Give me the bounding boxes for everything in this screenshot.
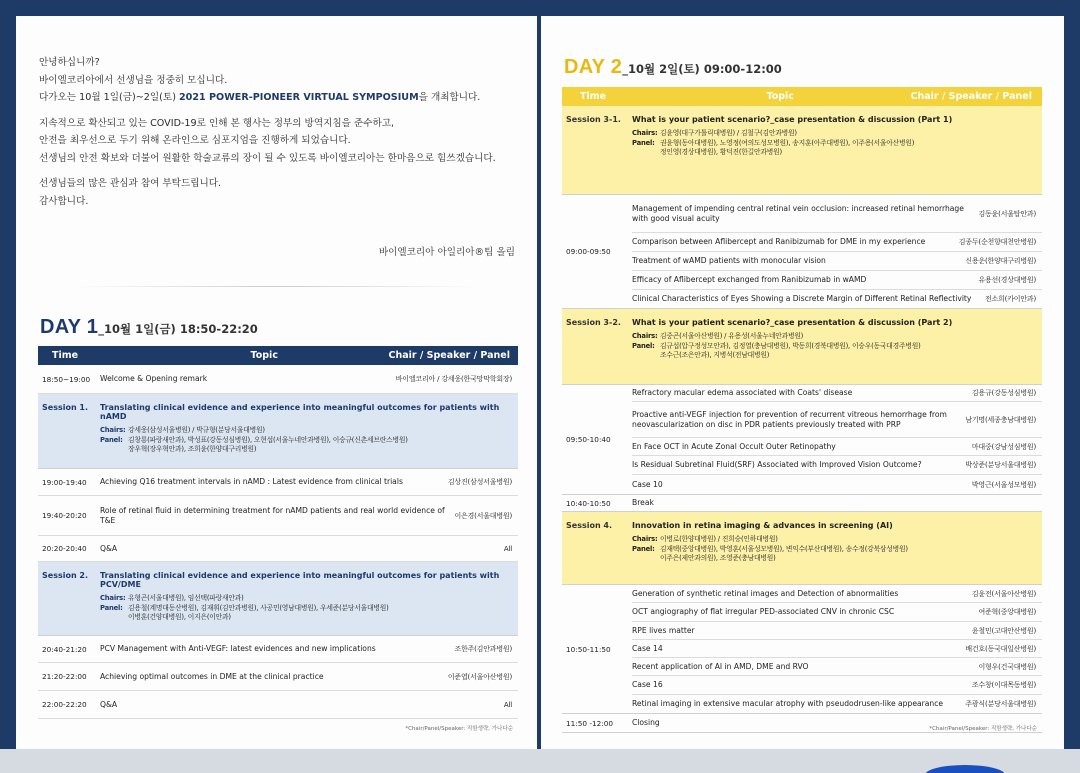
row-topic: Case 14 <box>632 643 663 653</box>
session-block <box>38 394 518 469</box>
letter-line: 감사합니다. <box>39 195 89 207</box>
panel-label: Panel: <box>632 341 655 350</box>
session-body <box>632 309 1042 365</box>
chairs-line <box>632 129 1042 139</box>
row-topic: Comparison between Aflibercept and Ranibizumab for DME in my experience <box>632 237 926 246</box>
session-body <box>632 106 1042 162</box>
row-topic: Q&A <box>100 543 118 553</box>
letter-line: 선생님의 안전 확보와 더불어 원활한 학술교류의 장이 될 수 있도록 바이엘코리아는 한마음으로 힘쓰겠습니다. <box>39 152 496 164</box>
row-speaker: 이형우(건국대병원) <box>978 662 1036 671</box>
header-time: Time <box>52 350 79 361</box>
row-topic: Case 16 <box>632 680 663 689</box>
row-topic: Welcome & Opening remark <box>100 374 208 383</box>
table-row <box>38 663 518 691</box>
divider <box>76 286 477 287</box>
table-row <box>38 536 518 562</box>
panel-names <box>128 604 518 623</box>
row-topic: RPE lives matter <box>632 625 695 635</box>
group-time: 10:50-11:50 <box>566 644 611 654</box>
row-time: 21:20-22:00 <box>42 672 87 681</box>
row-topic: Achieving Q16 treatment intervals in nAMD : Latest evidence from clinical trials <box>100 477 403 486</box>
row-speaker: 조수창(이대목동병원) <box>971 681 1036 689</box>
panel-line <box>632 139 1042 158</box>
session-title: What is your patient scenario?_case presentation & discussion (Part 1) <box>632 115 953 124</box>
session-body <box>100 394 518 459</box>
row-topic: Break <box>632 498 654 507</box>
row-topic: Treatment of wAMD patients with monocular vision <box>632 256 826 265</box>
panel-label: Panel: <box>100 435 123 444</box>
panel-label: Panel: <box>632 544 655 553</box>
header-time: Time <box>580 91 607 102</box>
day2-table-header <box>562 87 1042 106</box>
row-speaker: 남기명(세종충남대병원) <box>965 415 1036 424</box>
row-speaker: 여준혁(중앙대병원) <box>978 608 1036 616</box>
table-row <box>38 496 518 536</box>
table-row <box>632 676 1042 695</box>
row-speaker: 김윤전(서울아산병원) <box>971 589 1036 598</box>
session-block <box>562 512 1042 585</box>
row-time: 19:40-20:20 <box>42 511 87 520</box>
time-group <box>562 195 1042 309</box>
row-topic: Retinal imaging in extensive macular atrophy with pseudodrusen-like appearance <box>632 699 944 708</box>
table-row <box>632 271 1042 290</box>
panel-names-line: 이병훈(건양대병원), 이지은(이안과) <box>128 613 231 621</box>
table-row <box>632 695 1042 713</box>
table-row <box>38 469 518 496</box>
day1-title <box>40 316 258 339</box>
letter-line: 선생님들의 많은 관심과 참여 부탁드립니다. <box>39 178 222 189</box>
panel-names-line: 김규섭(압구정성모안과), 김정열(충남대병원), 박동희(경북대병원), 이승우(동국대경주병원) <box>660 341 921 350</box>
group-items <box>632 195 1042 308</box>
row-speaker: 마대중(강남성심병원) <box>971 442 1036 451</box>
table-row <box>632 402 1042 438</box>
panel-line <box>632 342 1042 361</box>
row-speaker: 김종두(순천향대천안병원) <box>958 238 1036 246</box>
panel-names <box>128 436 518 455</box>
header-topic: Topic <box>766 91 794 102</box>
table-row <box>562 495 1042 512</box>
row-speaker: All <box>503 700 512 709</box>
day1-date: _10월 1일(금) 18:50-22:20 <box>98 322 258 336</box>
chairs-label: Chairs: <box>100 594 126 602</box>
row-topic: Closing <box>632 718 660 727</box>
row-speaker: 김동윤(서울탑안과) <box>978 209 1036 218</box>
chairs-label: Chairs: <box>632 332 658 340</box>
chairs-label: Chairs: <box>632 129 658 137</box>
row-speaker: 이은경(서울대병원) <box>454 511 512 520</box>
group-time: 09:00-09:50 <box>566 247 611 256</box>
row-speaker: 전소희(카이안과) <box>985 295 1036 303</box>
panel-names-line: 조수근(조은안과), 지병석(전남대병원) <box>660 351 770 359</box>
row-speaker: 박상준(분당서울대병원) <box>965 461 1036 469</box>
row-topic: Management of impending central retinal vein occlusion: increased retinal hemorrhage with good visual acuity <box>632 203 964 223</box>
chairs-names: 이병로(한양대병원) / 진희승(인하대병원) <box>660 535 778 543</box>
chairs-label: Chairs: <box>100 426 126 434</box>
right-page <box>541 16 1064 749</box>
chairs-label: Chairs: <box>632 535 658 543</box>
table-row <box>632 233 1042 252</box>
table-row <box>632 603 1042 622</box>
panel-names <box>660 545 1042 564</box>
panel-names-line: 김창룡(파랑새안과), 박성표(강동성심병원), 오현섭(서울누네안과병원), 이승규(신촌세브란스병원) <box>128 435 408 444</box>
row-topic: Proactive anti-VEGF injection for prevention of recurrent vitreous hemorrhage from neovascularization on disc in PDR patients previously treated with PRP <box>632 409 947 429</box>
group-items <box>632 385 1042 494</box>
row-speaker: 조한주(김안과병원) <box>454 645 512 653</box>
row-time: 20:20-20:40 <box>42 544 87 553</box>
letter-line: 바이엘코리아에서 선생님을 정중히 모십니다. <box>39 74 228 86</box>
table-row <box>632 385 1042 402</box>
letter-line: 지속적으로 확산되고 있는 COVID-19로 인해 본 행사는 정부의 방역지침을 준수하고, <box>39 117 395 129</box>
day1-table-header <box>38 346 518 365</box>
chairs-line <box>100 594 518 604</box>
day1-schedule-table <box>38 346 518 719</box>
session-title: What is your patient scenario?_case presentation & discussion (Part 2) <box>632 318 953 327</box>
day2-footnote: *Chair/Panel/Speaker: 직함생략, 가나다순 <box>929 726 1037 732</box>
panel-names <box>660 139 1042 158</box>
chairs-line <box>632 535 1042 545</box>
session-title: Translating clinical evidence and experience into meaningful outcomes for patients with PCV/DME <box>100 571 500 589</box>
session-title: Innovation in retina imaging & advances in screening (AI) <box>632 521 893 530</box>
chairs-names: 유형곤(서울대병원), 임선택(파랑새안과) <box>128 594 244 602</box>
table-row <box>632 658 1042 676</box>
row-time: 10:40-10:50 <box>566 498 611 508</box>
letter-line: 다가오는 10월 1일(금)~2일(토) 2021 POWER-PIONEER VIRTUAL SYMPOSIUM을 개최합니다. <box>39 92 481 103</box>
group-time: 09:50-10:40 <box>566 435 611 444</box>
session-label: Session 2. <box>42 571 89 580</box>
row-topic: Case 10 <box>632 479 663 489</box>
table-row <box>38 636 518 663</box>
row-topic: Efficacy of Aflibercept exchanged from Ranibizumab in wAMD <box>632 275 867 284</box>
panel-names-line: 정인영(경상대병원), 황덕진(한길안과병원) <box>660 148 782 156</box>
table-row <box>632 585 1042 603</box>
table-row <box>632 252 1042 271</box>
row-time: 22:00-22:20 <box>42 700 87 709</box>
table-row <box>38 691 518 719</box>
panel-label: Panel: <box>632 138 655 147</box>
day1-footnote: *Chair/Panel/Speaker: 직함생략, 가나다순 <box>405 726 513 732</box>
session-label: Session 1. <box>42 403 89 412</box>
left-page <box>16 16 537 749</box>
letter-signature: 바이엘코리아 아일리아®팀 올림 <box>378 247 515 258</box>
row-time: 18:50~19:00 <box>42 374 91 384</box>
row-topic: Clinical Characteristics of Eyes Showing a Discrete Margin of Different Retinal Reflectivity <box>632 294 972 303</box>
panel-line <box>100 436 518 455</box>
table-row <box>632 640 1042 658</box>
day2-label: DAY 2 <box>564 56 623 78</box>
row-time: 20:40-21:20 <box>42 644 87 654</box>
row-speaker: 신용운(한양대구리병원) <box>965 257 1036 265</box>
row-topic: OCT angiography of flat irregular PED-associated CNV in chronic CSC <box>632 607 895 616</box>
row-speaker: 유용선(경상대병원) <box>978 276 1036 284</box>
chairs-names: 김중곤(서울아산병원) / 유용성(서울누네안과병원) <box>660 332 804 340</box>
session-label: Session 4. <box>566 521 613 530</box>
letter-line: 안녕하십니까? <box>39 57 100 68</box>
row-time: 11:50 -12:00 <box>566 718 614 728</box>
header-topic: Topic <box>250 350 278 361</box>
group-items <box>632 585 1042 713</box>
symposium-name: 2021 POWER-PIONEER VIRTUAL SYMPOSIUM <box>178 92 419 103</box>
panel-names-line: 장우혁(장우혁안과), 조희윤(한양대구리병원) <box>128 445 257 453</box>
panel-names-line: 권윤형(동아대병원), 노영정(여의도성모병원), 송지훈(아주대병원), 이주용(서울아산병원) <box>660 138 915 147</box>
session-label: Session 3-2. <box>566 318 621 327</box>
row-speaker: 이준엽(서울아산병원) <box>447 672 512 681</box>
session-body <box>100 562 518 627</box>
row-speaker: 배건호(동국대일산병원) <box>965 644 1036 653</box>
row-time: 19:00-19:40 <box>42 477 87 487</box>
header-speaker: Chair / Speaker / Panel <box>388 350 510 361</box>
table-row <box>632 438 1042 456</box>
letter-line: 안전을 최우선으로 두기 위해 온라인으로 심포지엄을 진행하게 되었습니다. <box>39 135 351 146</box>
day1-label: DAY 1 <box>40 316 99 338</box>
row-topic: Is Residual Subretinal Fluid(SRF) Associated with Improved Vision Outcome? <box>632 460 922 469</box>
table-row <box>632 195 1042 233</box>
chairs-names: 강세웅(삼성서울병원) / 박규형(분당서울대병원) <box>128 426 265 434</box>
row-speaker: 김용규(강동성심병원) <box>971 389 1036 397</box>
panel-line <box>100 604 518 623</box>
row-topic: Refractory macular edema associated with Coats' disease <box>632 388 853 397</box>
row-speaker: 김상진(삼성서울병원) <box>447 478 512 486</box>
table-row <box>632 290 1042 308</box>
row-speaker: All <box>503 544 512 553</box>
bottom-strip <box>0 749 1080 773</box>
session-block <box>562 309 1042 385</box>
day2-schedule-table <box>562 87 1042 733</box>
invitation-letter <box>39 54 529 210</box>
time-group <box>562 585 1042 714</box>
table-row <box>38 365 518 394</box>
row-topic: Generation of synthetic retinal images and Detection of abnormalities <box>632 588 899 598</box>
row-topic: Recent application of AI in AMD, DME and RVO <box>632 661 809 671</box>
day2-title <box>564 56 782 79</box>
table-row <box>632 622 1042 640</box>
panel-names <box>660 342 1042 361</box>
row-topic: Role of retinal fluid in determining treatment for nAMD patients and real world evidence of T&E <box>100 505 445 525</box>
chairs-names: 김윤영(대구가톨릭대병원) / 김철구(김안과병원) <box>660 129 797 137</box>
row-speaker: 주광식(분당서울대병원) <box>965 700 1036 708</box>
row-speaker: 박영근(서울성모병원) <box>971 480 1036 489</box>
day2-date: _10월 2일(토) 09:00-12:00 <box>622 62 782 76</box>
header-speaker: Chair / Speaker / Panel <box>910 91 1032 102</box>
session-body <box>632 512 1042 568</box>
row-topic: PCV Management with Anti-VEGF: latest evidences and new implications <box>100 644 376 653</box>
panel-names-line: 김용철(계명대동산병원), 김재휘(김안과병원), 사공민(영남대병원), 우세준(분당서울대병원) <box>128 603 389 612</box>
row-topic: Achieving optimal outcomes in DME at the clinical practice <box>100 671 324 681</box>
chairs-line <box>100 426 518 436</box>
session-title: Translating clinical evidence and experience into meaningful outcomes for patients with nAMD <box>100 403 500 421</box>
panel-label: Panel: <box>100 603 123 612</box>
row-topic: Q&A <box>100 699 118 709</box>
session-label: Session 3-1. <box>566 115 621 124</box>
panel-line <box>632 545 1042 564</box>
session-block <box>562 106 1042 195</box>
time-group <box>562 385 1042 495</box>
chairs-line <box>632 332 1042 342</box>
session-block <box>38 562 518 636</box>
row-topic: En Face OCT in Acute Zonal Occult Outer Retinopathy <box>632 441 836 451</box>
panel-names-line: 이주은(제안과의원), 조영준(충남대병원) <box>660 554 776 562</box>
row-speaker: 바이엘코리아 / 강세웅(한국망막학회장) <box>395 375 512 383</box>
table-row <box>632 456 1042 475</box>
table-row <box>632 475 1042 494</box>
row-speaker: 윤철민(고대안산병원) <box>971 626 1036 635</box>
panel-names-line: 김재택(중앙대병원), 박영훈(서울성모병원), 변익수(부산대병원), 송수정(강북삼성병원) <box>660 544 908 553</box>
